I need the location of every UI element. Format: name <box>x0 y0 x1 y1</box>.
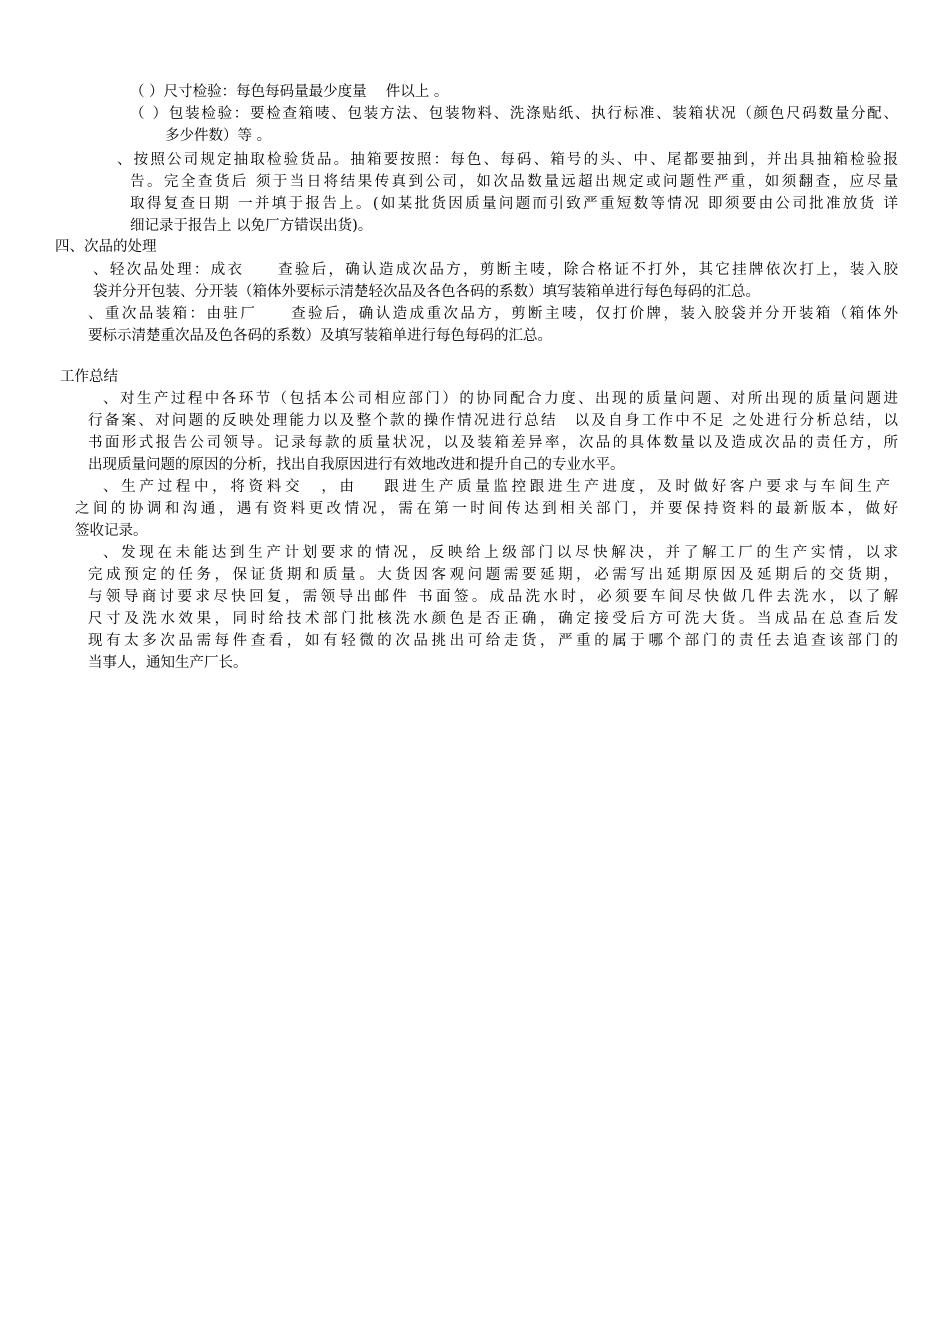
text-line: 、对生产过程中各环节（包括本公司相应部门）的协同配合力度、出现的质量问题、对所出现的质量问题进 <box>103 391 898 407</box>
text-line: 签收记录。 <box>75 523 148 539</box>
text-line: 尺寸及洗水效果，同时给技术部门批核洗水颜色是否正确，确定接受后方可洗大货。当成品在总查后发 <box>88 611 898 627</box>
text-line: 、生产过程中，将资料交 ，由 跟进生产质量监控跟进生产进度，及时做好客户要求与车间生产 <box>103 479 890 495</box>
text-line: 当事人，通知生产厂长。 <box>88 655 248 671</box>
section-heading: 四、次品的处理 <box>55 239 157 255</box>
text-line: 要标示清楚重次品及色各码的系数）及填写装箱单进行每色每码的汇总。 <box>88 328 552 344</box>
text-line: 、发现在未能达到生产计划要求的情况，反映给上级部门以尽快解决，并了解工厂的生产实情，以求 <box>103 545 898 561</box>
text-line: 袋并分开包装、分开装（箱体外要标示清楚轻次品及各色各码的系数）填写装箱单进行每色每码的汇总。 <box>93 284 760 300</box>
text-line: 取得复查日期 一并填于报告上。(如某批货因质量问题而引致严重短数等情况 即须要由公司批准放货 详 <box>130 196 898 212</box>
text-line: 、重次品装箱：由驻厂 查验后，确认造成重次品方，剪断主唛，仅打价牌，装入胶袋并分开装箱（箱体外 <box>88 306 898 322</box>
text-line: （ ）尺寸检验：每色每码量最少度量 件以上 。 <box>130 84 449 100</box>
text-line: 与领导商讨要求尽快回复，需领导出邮件 书面签。成品洗水时，必须要车间尽快做几件去洗水，以了解 <box>88 589 898 605</box>
text-line: 现有太多次品需每件查看，如有轻微的次品挑出可给走货，严重的属于哪个部门的责任去追查该部门的 <box>88 633 898 649</box>
section-heading: 工作总结 <box>60 369 118 385</box>
text-line: 行备案、对问题的反映处理能力以及整个款的操作情况进行总结 以及自身工作中不足 之处进行分析总结，以 <box>88 413 898 429</box>
text-line: 出现质量问题的原因的分析，找出自我原因进行有效地改进和提升自己的专业水平。 <box>88 457 625 473</box>
text-line: 多少件数）等 。 <box>165 128 272 144</box>
text-line: 书面形式报告公司领导。记录每款的质量状况，以及装箱差异率，次品的具体数量以及造成次品的责任方，所 <box>88 435 898 451</box>
text-line: 之间的协调和沟通，遇有资料更改情况，需在第一时间传达到相关部门，并要保持资料的最新版本，做好 <box>75 501 898 517</box>
text-line: 告。完全查货后 须于当日将结果传真到公司，如次品数量远超出规定或问题性严重，如须翻查，应尽量 <box>130 174 898 190</box>
text-line: 细记录于报告上 以免厂方错误出货)。 <box>130 218 373 234</box>
text-line: （ ）包装检验：要检查箱唛、包装方法、包装物料、洗涤贴纸、执行标准、装箱状况（颜色尺码数量分配、 <box>130 106 898 122</box>
text-line: 、轻次品处理：成衣 查验后，确认造成次品方，剪断主唛，除合格证不打外，其它挂牌依次打上，装入胶 <box>93 262 898 278</box>
text-line: 完成预定的任务，保证货期和质量。大货因客观问题需要延期，必需写出延期原因及延期后的交货期， <box>88 567 898 583</box>
text-line: 、按照公司规定抽取检验货品。抽箱要按照：每色、每码、箱号的头、中、尾都要抽到，并出具抽箱检验报 <box>117 152 898 168</box>
